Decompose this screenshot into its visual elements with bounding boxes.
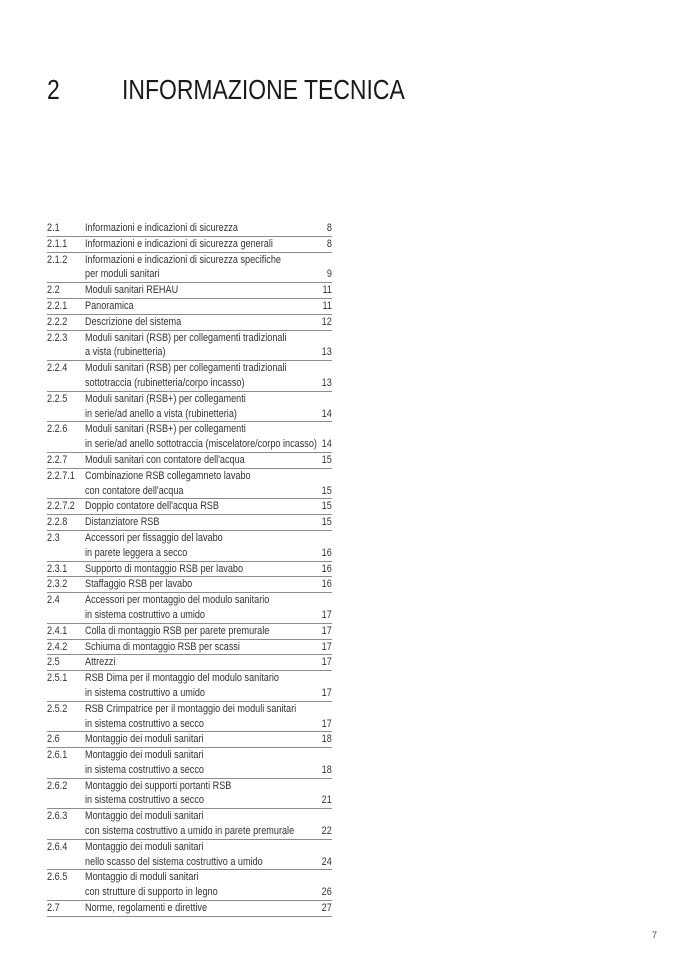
toc-section-title: in sistema costruttivo a secco	[85, 717, 205, 730]
toc-line	[47, 577, 332, 592]
toc-section-title: Moduli sanitari con contatore dell'acqua	[85, 453, 245, 466]
toc-entry[interactable]	[47, 283, 332, 299]
toc-line	[47, 515, 332, 530]
toc-line	[47, 331, 332, 346]
toc-section-title: Montaggio di moduli sanitari	[85, 871, 199, 884]
toc-line	[47, 901, 332, 916]
toc-page-number: 15	[321, 484, 332, 497]
toc-section-number: 2.2.7.1	[47, 469, 75, 482]
toc-section-number: 2.6.3	[47, 810, 68, 823]
toc-section-title: Montaggio dei moduli sanitari	[85, 749, 204, 762]
toc-line	[47, 793, 332, 808]
toc-section-title: sottotraccia (rubinetteria/corpo incasso)	[85, 376, 245, 389]
toc-section-title: per moduli sanitari	[85, 268, 160, 281]
toc-section-number: 2.5.1	[47, 672, 68, 685]
toc-section-title: RSB Crimpatrice per il montaggio dei moduli sanitari	[85, 702, 297, 715]
toc-section-title: Attrezzi	[85, 656, 116, 669]
toc-page-number: 24	[321, 855, 332, 868]
toc-section-title: Montaggio dei supporti portanti RSB	[85, 779, 232, 792]
toc-section-title: Moduli sanitari (RSB+) per collegamenti	[85, 423, 246, 436]
toc-page-number: 17	[321, 608, 332, 621]
toc-section-number: 2.6.4	[47, 840, 68, 853]
toc-section-title: Accessori per montaggio del modulo sanitario	[85, 594, 270, 607]
toc-section-title: in parete leggera a secco	[85, 546, 188, 559]
toc-page-number: 17	[321, 686, 332, 699]
toc-section-number: 2.6.5	[47, 871, 68, 884]
toc-section-title: Supporto di montaggio RSB per lavabo	[85, 562, 244, 575]
toc-entry[interactable]	[47, 870, 332, 901]
toc-entry[interactable]	[47, 732, 332, 748]
chapter-title: INFORMAZIONE TECNICA	[122, 74, 405, 105]
toc-section-title: Doppio contatore dell'acqua RSB	[85, 500, 219, 513]
toc-section-title: Moduli sanitari (RSB) per collegamenti tradizionali	[85, 331, 287, 344]
toc-line	[47, 717, 332, 732]
toc-line	[47, 299, 332, 314]
toc-page-number: 13	[321, 346, 332, 359]
toc-page-number: 26	[321, 886, 332, 899]
toc-page-number: 17	[321, 640, 332, 653]
toc-section-title: Moduli sanitari (RSB) per collegamenti tradizionali	[85, 362, 287, 375]
toc-line	[47, 686, 332, 701]
toc-section-title: con strutture di supporto in legno	[85, 886, 218, 899]
toc-section-number: 2.5	[47, 656, 60, 669]
toc-section-number: 2.1.2	[47, 253, 68, 266]
toc-line	[47, 608, 332, 623]
toc-section-number: 2.4.1	[47, 624, 68, 637]
toc-line	[47, 499, 332, 514]
toc-section-title: Montaggio dei moduli sanitari	[85, 810, 204, 823]
toc-line	[47, 345, 332, 360]
toc-section-number: 2.2.5	[47, 392, 68, 405]
toc-section-number: 2.1	[47, 222, 60, 234]
toc-section-number: 2.6.2	[47, 779, 68, 792]
toc-section-title: Moduli sanitari (RSB+) per collegamenti	[85, 392, 246, 405]
toc-section-number: 2.2.4	[47, 362, 68, 375]
toc-section-title: Colla di montaggio RSB per parete premurale	[85, 624, 270, 637]
toc-section-title: con contatore dell'acqua	[85, 484, 184, 497]
toc-page-number: 18	[321, 733, 332, 746]
toc-entry[interactable]	[47, 840, 332, 871]
toc-section-title: Informazioni e indicazioni di sicurezza generali	[85, 237, 273, 250]
toc-section-number: 2.2.3	[47, 331, 68, 344]
toc-line	[47, 732, 332, 747]
toc-page-number: 18	[321, 763, 332, 776]
toc-section-title: Schiuma di montaggio RSB per scassi	[85, 640, 240, 653]
toc-entry[interactable]	[47, 361, 332, 392]
toc-line	[47, 484, 332, 499]
toc-page-number: 16	[321, 578, 332, 591]
toc-entry[interactable]	[47, 422, 332, 453]
toc-page-number: 17	[321, 656, 332, 669]
toc-entry[interactable]	[47, 392, 332, 423]
toc-section-number: 2.1.1	[47, 237, 68, 250]
toc-line	[47, 702, 332, 717]
toc-section-number: 2.2.7.2	[47, 500, 75, 513]
toc-line	[47, 562, 332, 577]
toc-line	[47, 221, 332, 236]
toc-section-title: con sistema costruttivo a umido in parete premurale	[85, 825, 295, 838]
toc-page-number: 11	[322, 284, 332, 297]
toc-line	[47, 748, 332, 763]
toc-section-title: Staffaggio RSB per lavabo	[85, 578, 193, 591]
toc-page-number: 27	[321, 902, 332, 915]
toc-section-title: RSB Dima per il montaggio del modulo sanitario	[85, 672, 279, 685]
toc-line	[47, 437, 332, 452]
toc-entry[interactable]	[47, 499, 332, 515]
toc-section-number: 2.6	[47, 733, 60, 746]
toc-page-number: 15	[321, 500, 332, 513]
toc-page-number: 21	[321, 794, 332, 807]
toc-page-number: 15	[321, 453, 332, 466]
toc-page-number: 11	[322, 299, 332, 312]
toc-page-number: 9	[326, 268, 332, 281]
toc-section-number: 2.2.6	[47, 423, 68, 436]
toc-line	[47, 253, 332, 268]
toc-section-number: 2.2.2	[47, 315, 68, 328]
toc-entry[interactable]	[47, 253, 332, 284]
toc-line	[47, 655, 332, 670]
toc-section-title: Moduli sanitari REHAU	[85, 284, 179, 297]
toc-section-title: in sistema costruttivo a secco	[85, 763, 205, 776]
toc-section-number: 2.3.2	[47, 578, 68, 591]
toc-page-number: 8	[326, 222, 332, 234]
toc-section-title: in sistema costruttivo a secco	[85, 794, 205, 807]
chapter-number: 2	[47, 74, 60, 105]
toc-section-number: 2.3.1	[47, 562, 68, 575]
toc-section-title: Distanziatore RSB	[85, 516, 160, 529]
toc-entry[interactable]	[47, 593, 332, 624]
toc-section-title: in sistema costruttivo a umido	[85, 608, 206, 621]
toc-line	[47, 885, 332, 900]
toc-line	[47, 840, 332, 855]
toc-section-number: 2.2.8	[47, 516, 68, 529]
toc-line	[47, 640, 332, 655]
toc-entry[interactable]	[47, 809, 332, 840]
toc-section-number: 2.2.1	[47, 299, 68, 312]
toc-line	[47, 361, 332, 376]
toc-line	[47, 453, 332, 468]
toc-entry[interactable]	[47, 779, 332, 810]
toc-page-number: 16	[321, 546, 332, 559]
toc-entry[interactable]	[47, 671, 332, 702]
toc-section-title: Descrizione del sistema	[85, 315, 182, 328]
toc-section-number: 2.4	[47, 594, 60, 607]
toc-entry[interactable]	[47, 515, 332, 531]
toc-line	[47, 469, 332, 484]
toc-section-number: 2.7	[47, 902, 60, 915]
toc-line	[47, 392, 332, 407]
toc-page-number: 14	[321, 407, 332, 420]
toc-section-number: 2.6.1	[47, 749, 68, 762]
toc-section-number: 2.2.7	[47, 453, 68, 466]
toc-line	[47, 315, 332, 330]
toc-page-number: 16	[321, 562, 332, 575]
toc-section-number: 2.5.2	[47, 702, 68, 715]
toc-line	[47, 763, 332, 778]
table-of-contents	[47, 221, 332, 917]
toc-line	[47, 870, 332, 885]
toc-section-title: Accessori per fissaggio del lavabo	[85, 531, 223, 544]
toc-page-number: 15	[321, 516, 332, 529]
toc-section-title: Informazioni e indicazioni di sicurezza	[85, 222, 238, 234]
toc-line	[47, 283, 332, 298]
toc-line	[47, 267, 332, 282]
toc-line	[47, 671, 332, 686]
toc-line	[47, 824, 332, 839]
toc-entry[interactable]	[47, 624, 332, 640]
toc-entry[interactable]	[47, 469, 332, 500]
toc-section-title: Informazioni e indicazioni di sicurezza specifiche	[85, 253, 281, 266]
toc-line	[47, 624, 332, 639]
toc-entry[interactable]	[47, 453, 332, 469]
toc-section-title: in serie/ad anello a vista (rubinetteria)	[85, 407, 237, 420]
toc-entry[interactable]	[47, 640, 332, 656]
toc-entry[interactable]	[47, 655, 332, 671]
toc-section-title: Norme, regolamenti e direttive	[85, 902, 208, 915]
toc-section-title: a vista (rubinetteria)	[85, 346, 166, 359]
toc-line	[47, 855, 332, 870]
toc-section-title: nello scasso del sistema costruttivo a umido	[85, 855, 263, 868]
toc-entry[interactable]	[47, 577, 332, 593]
toc-entry[interactable]	[47, 562, 332, 578]
toc-section-number: 2.3	[47, 531, 60, 544]
page-number: 7	[652, 930, 658, 940]
toc-section-title: Montaggio dei moduli sanitari	[85, 733, 204, 746]
toc-line	[47, 376, 332, 391]
toc-entry[interactable]	[47, 315, 332, 331]
toc-entry[interactable]	[47, 702, 332, 733]
toc-page-number: 12	[321, 315, 332, 328]
toc-entry[interactable]	[47, 531, 332, 562]
toc-section-title: in sistema costruttivo a umido	[85, 686, 206, 699]
toc-entry[interactable]	[47, 331, 332, 362]
toc-entry[interactable]	[47, 901, 332, 917]
toc-entry[interactable]	[47, 237, 332, 253]
toc-page-number: 14	[321, 438, 332, 451]
toc-line	[47, 407, 332, 422]
toc-line	[47, 593, 332, 608]
toc-entry[interactable]	[47, 299, 332, 315]
toc-line	[47, 779, 332, 794]
toc-page-number: 13	[321, 376, 332, 389]
toc-page-number: 17	[321, 717, 332, 730]
toc-page-number: 8	[326, 237, 332, 250]
toc-line	[47, 531, 332, 546]
toc-section-number: 2.4.2	[47, 640, 68, 653]
toc-line	[47, 546, 332, 561]
toc-section-title: Montaggio dei moduli sanitari	[85, 840, 204, 853]
toc-section-number: 2.2	[47, 284, 60, 297]
toc-line	[47, 237, 332, 252]
toc-section-title: Combinazione RSB collegamneto lavabo	[85, 469, 251, 482]
toc-section-title: in serie/ad anello sottotraccia (miscelatore/corpo incasso)	[85, 438, 317, 451]
toc-section-title: Panoramica	[85, 299, 134, 312]
toc-line	[47, 809, 332, 824]
toc-entry[interactable]	[47, 221, 332, 237]
toc-page-number: 22	[321, 825, 332, 838]
toc-page-number: 17	[321, 624, 332, 637]
toc-line	[47, 422, 332, 437]
toc-entry[interactable]	[47, 748, 332, 779]
